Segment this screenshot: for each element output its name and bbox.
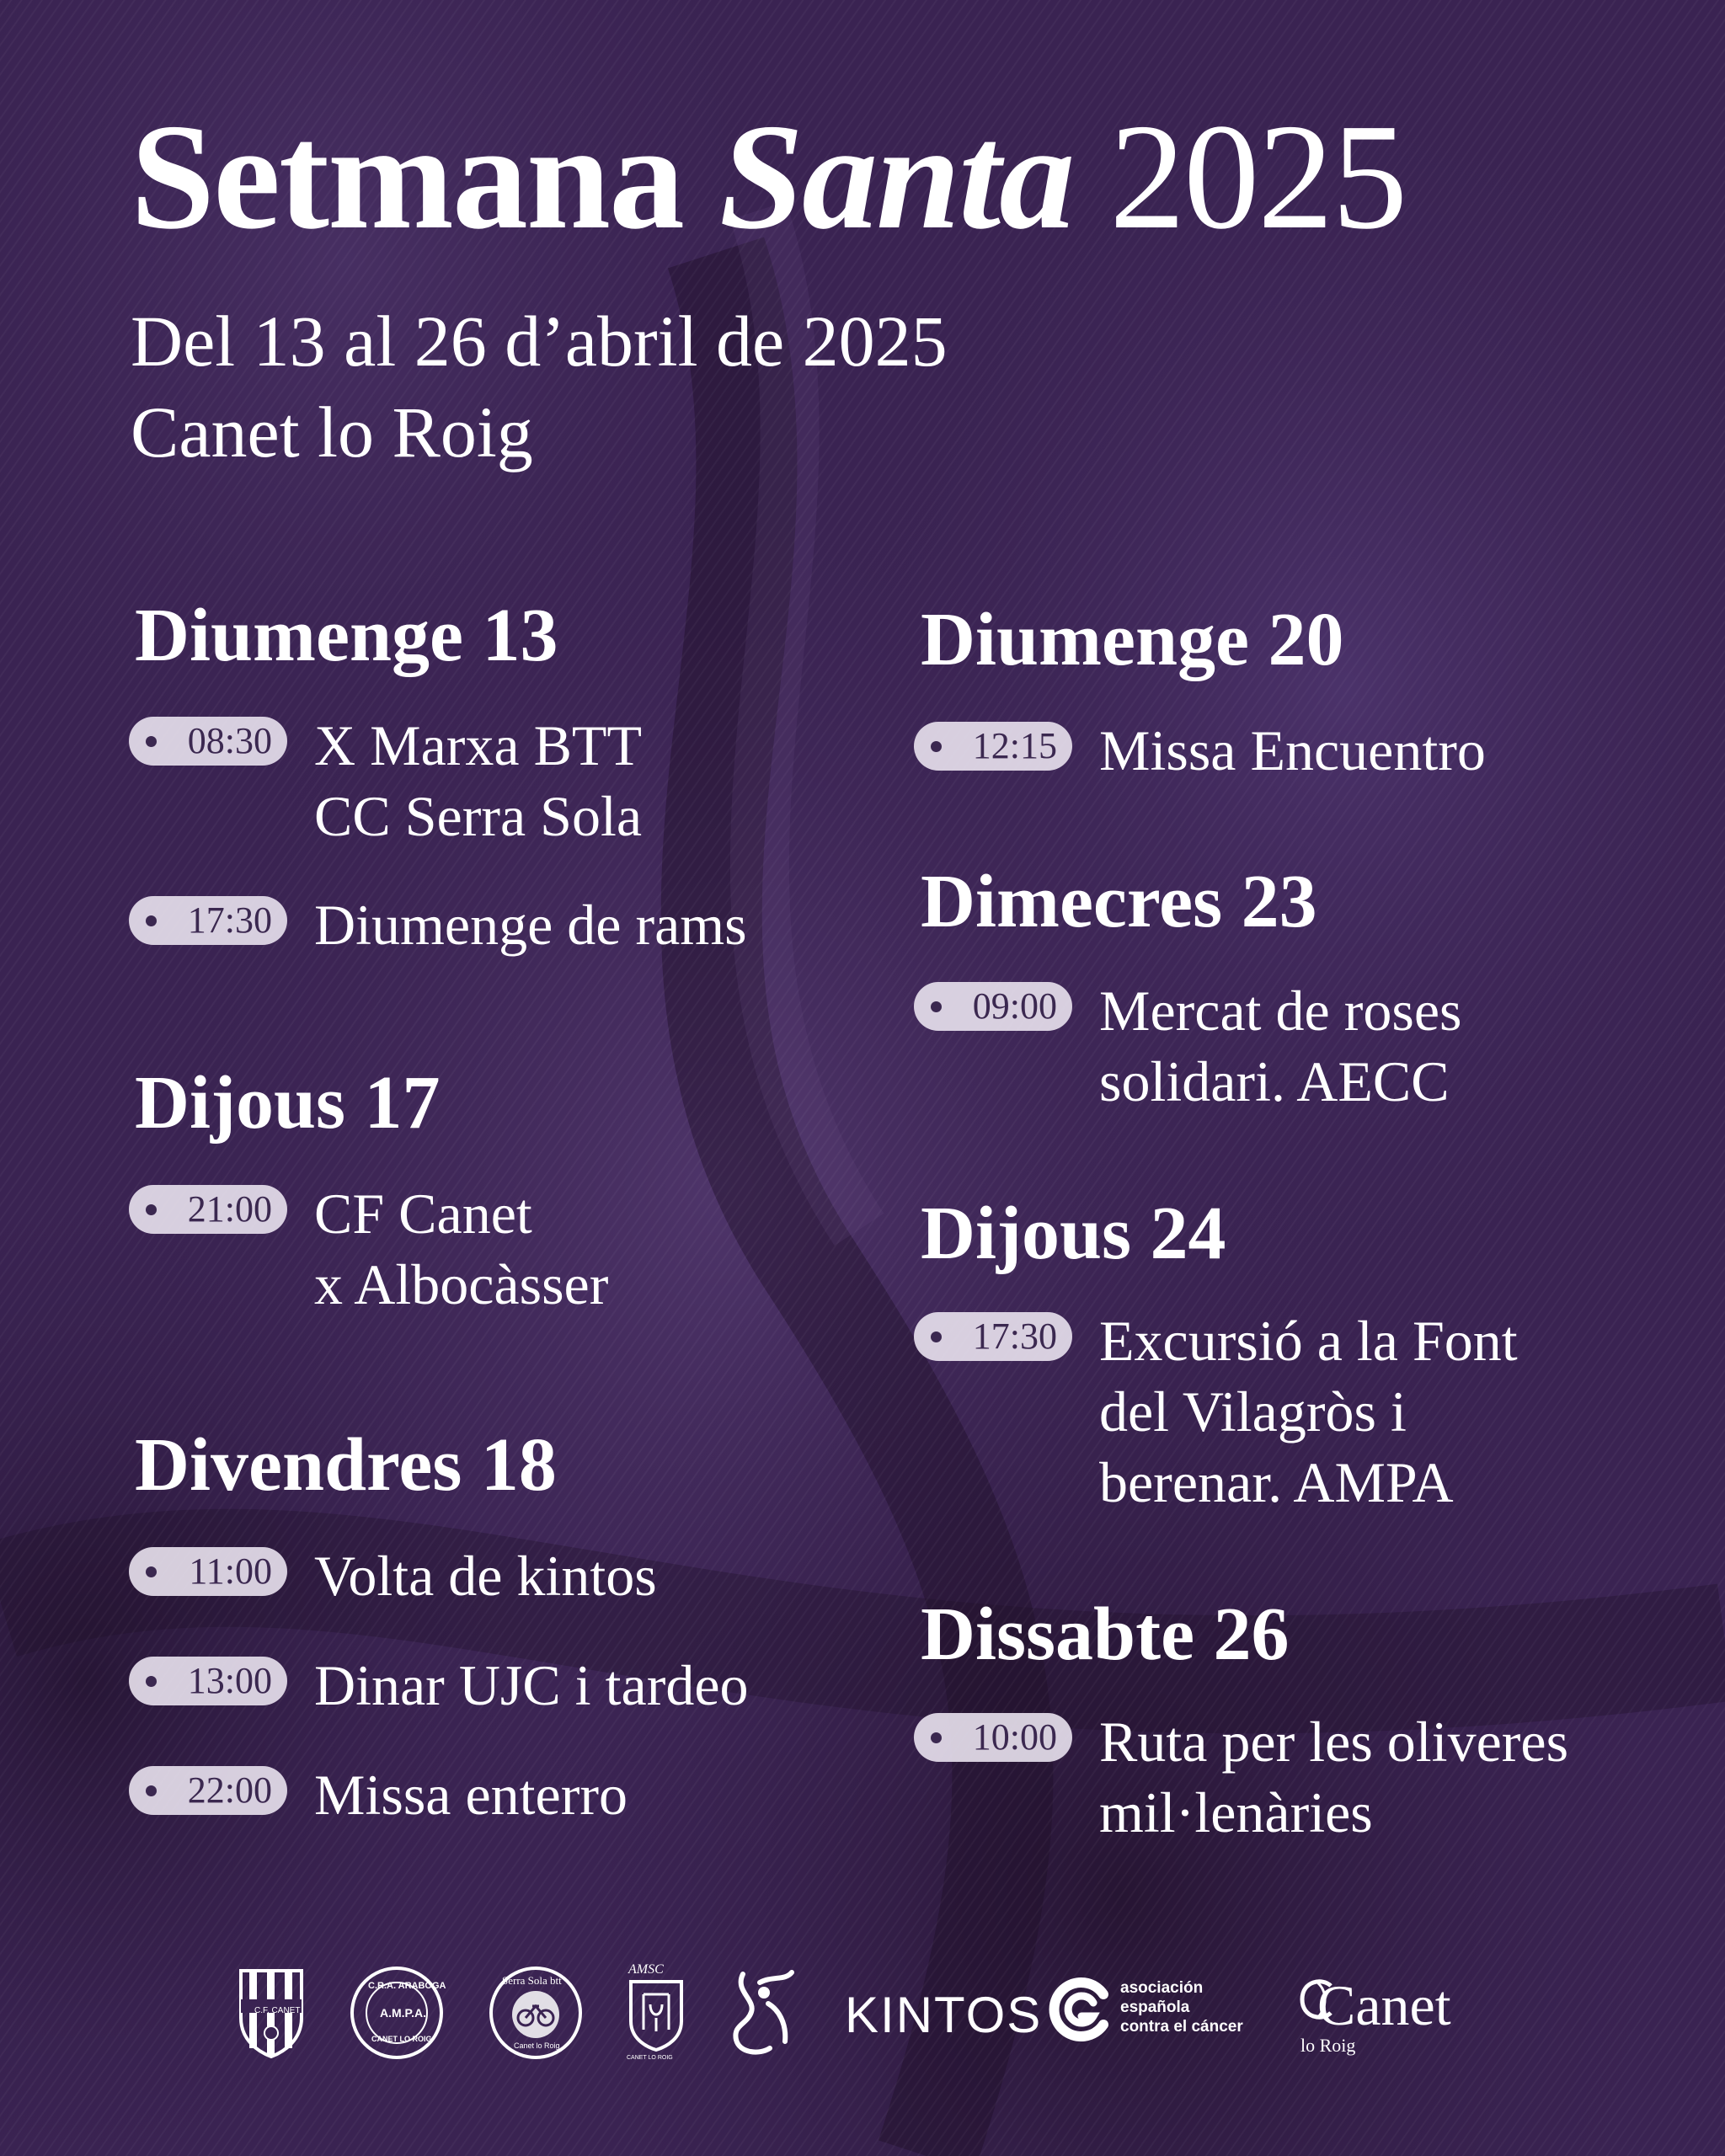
cf-canet-logo: [238, 1966, 305, 2058]
aecc-logo: [1048, 1976, 1258, 2052]
time-badge: [129, 896, 287, 945]
time-badge: [129, 1766, 287, 1815]
serra-sola-top-text: Serra Sola btt: [502, 1974, 562, 1987]
time-badge: [914, 722, 1072, 771]
event-description: [1099, 975, 1461, 1117]
event-line: Dinar UJC i tardeo: [314, 1653, 749, 1717]
event-line: Missa Encuentro: [1099, 718, 1486, 782]
event-description: [1099, 1305, 1518, 1518]
canet-lo-roig-logo: [1297, 1971, 1491, 2063]
event-line: Diumenge de rams: [314, 893, 747, 957]
canet-logo-subtext: lo Roig: [1300, 2035, 1356, 2056]
amsc-bottom-text: CANET LO ROIG: [627, 2055, 673, 2061]
title-year: 2025: [1109, 93, 1407, 260]
ampa-logo: [350, 1966, 444, 2060]
bullet-dot-icon: [146, 1676, 157, 1687]
time-badge: [914, 982, 1072, 1031]
event-line: Missa enterro: [314, 1763, 628, 1827]
event-description: [1099, 1706, 1568, 1848]
bullet-dot-icon: [146, 736, 157, 747]
event-time: 17:30: [187, 899, 272, 941]
event-description: [314, 1759, 628, 1830]
ampa-center-text: A.M.P.A.: [380, 2006, 426, 2020]
bullet-dot-icon: [931, 1331, 942, 1342]
title-word-santa: Santa: [719, 93, 1074, 260]
event-line: CC Serra Sola: [314, 784, 643, 848]
event-line: mil·lenàries: [1099, 1780, 1373, 1844]
event-line: x Albocàsser: [314, 1252, 609, 1316]
bullet-dot-icon: [146, 915, 157, 926]
time-badge: [129, 1547, 287, 1596]
cf-canet-text: C.F. CANET: [254, 2006, 301, 2015]
day-heading: Divendres 18: [135, 1423, 557, 1507]
ampa-bottom-text: CANET LO ROIG: [371, 2035, 432, 2043]
day-heading: Diumenge 13: [135, 594, 558, 677]
time-badge: [129, 717, 287, 766]
serra-sola-bottom-text: Canet lo Roig: [514, 2041, 560, 2050]
aecc-line3: contra el cáncer: [1120, 2018, 1243, 2036]
time-badge: [129, 1657, 287, 1705]
event-time: 21:00: [187, 1188, 272, 1230]
event-time: 11:00: [189, 1550, 272, 1592]
bullet-dot-icon: [146, 1566, 157, 1577]
time-badge: [129, 1185, 287, 1234]
event-description: [314, 889, 747, 960]
event-time: 22:00: [187, 1769, 272, 1811]
bullet-dot-icon: [931, 1732, 942, 1743]
ampa-ring-text: C.R.A. ARABOGA: [368, 1981, 446, 1991]
amsc-top-text: AMSC: [628, 1962, 664, 1977]
kintos-logo-text: KINTOS: [845, 1987, 1043, 2043]
event-description: [1099, 715, 1486, 786]
bullet-dot-icon: [146, 1785, 157, 1796]
event-description: [314, 710, 642, 851]
day-heading: Dissabte 26: [921, 1593, 1290, 1676]
event-description: [314, 1178, 608, 1320]
date-range: Del 13 al 26 d’abril de 2025: [131, 301, 948, 382]
poster-title: [131, 93, 1407, 260]
event-time: 08:30: [187, 720, 272, 761]
event-description: [314, 1650, 749, 1721]
event-line: berenar. AMPA: [1099, 1450, 1454, 1514]
event-line: CF Canet: [314, 1182, 532, 1246]
bullet-dot-icon: [931, 1001, 942, 1012]
day-heading: Dijous 17: [135, 1061, 441, 1145]
day-heading: Dijous 24: [921, 1192, 1226, 1275]
event-time: 12:15: [972, 725, 1057, 766]
amsc-logo: [623, 1962, 691, 2068]
event-line: X Marxa BTT: [314, 713, 643, 777]
event-time: 13:00: [187, 1660, 272, 1701]
event-line: Ruta per les oliveres: [1099, 1710, 1569, 1774]
bullet-dot-icon: [146, 1204, 157, 1215]
event-line: Mercat de roses: [1099, 979, 1462, 1043]
bullet-dot-icon: [931, 741, 942, 752]
event-time: 09:00: [972, 985, 1057, 1027]
aecc-line2: española: [1120, 1999, 1190, 2016]
time-badge: [914, 1312, 1072, 1361]
day-heading: Dimecres 23: [921, 860, 1317, 943]
event-line: Excursió a la Font: [1099, 1309, 1518, 1373]
location: Canet lo Roig: [131, 392, 533, 472]
event-line: solidari. AECC: [1099, 1049, 1450, 1113]
sponsor-logos: [0, 1954, 1725, 2072]
aecc-line1: asociación: [1120, 1979, 1204, 1997]
event-line: del Vilagròs i: [1099, 1380, 1407, 1444]
serra-sola-btt-logo: [489, 1966, 583, 2060]
dancer-logo: [726, 1966, 802, 2058]
event-description: [314, 1540, 657, 1611]
event-time: 10:00: [972, 1716, 1057, 1758]
title-word-setmana: Setmana: [131, 93, 683, 260]
day-heading: Diumenge 20: [921, 598, 1344, 681]
event-time: 17:30: [972, 1315, 1057, 1357]
event-line: Volta de kintos: [314, 1544, 657, 1608]
canet-logo-text: Canet: [1317, 1973, 1451, 2037]
time-badge: [914, 1713, 1072, 1762]
